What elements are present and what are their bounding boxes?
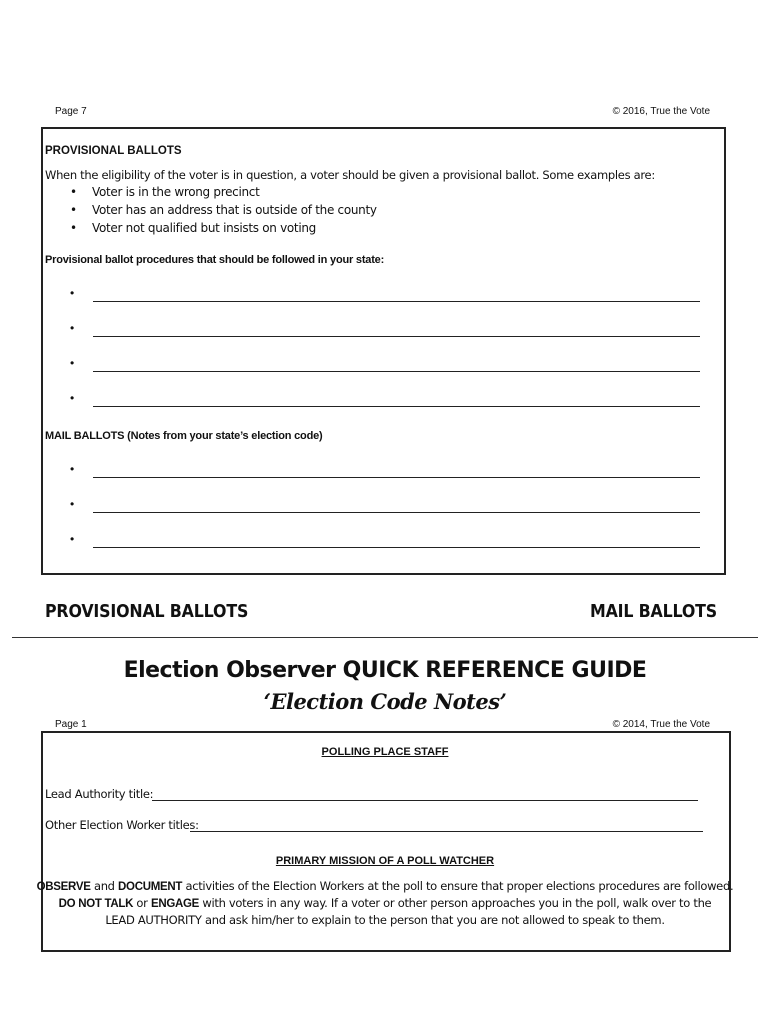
mail-ballots-heading: MAIL BALLOTS (Notes from your state’s election code) [45, 430, 323, 442]
fold-divider [12, 637, 758, 638]
mission-line-2: DO NOT TALK or ENGAGE with voters in any way. If a voter or other person approaches you in the poll, walk over to the [58, 896, 712, 910]
procedures-heading: Provisional ballot procedures that should be followed in your state: [45, 254, 385, 266]
example-item: • Voter is in the wrong precinct [70, 185, 260, 199]
procedure-fill-line[interactable]: • [70, 288, 700, 302]
mail-fill-line[interactable]: • [70, 534, 700, 548]
example-item: • Voter has an address that is outside of the county [70, 203, 377, 217]
primary-mission-heading: PRIMARY MISSION OF A POLL WATCHER [275, 855, 495, 867]
example-item: • Voter not qualified but insists on voting [70, 221, 316, 235]
lead-authority-field[interactable] [152, 786, 698, 801]
guide-title: Election Observer QUICK REFERENCE GUIDE [123, 658, 647, 683]
page7-page-label: Page 7 [55, 106, 87, 117]
tab-mail-ballots: MAIL BALLOTS [590, 601, 718, 622]
procedure-fill-line[interactable]: • [70, 323, 700, 337]
lead-authority-label: Lead Authority title: [45, 787, 154, 801]
other-worker-field[interactable] [190, 817, 703, 832]
mail-fill-line[interactable]: • [70, 499, 700, 513]
mission-line-3: LEAD AUTHORITY and ask him/her to explain to the person that you are not allowed to speak to them. [105, 913, 665, 927]
other-worker-label: Other Election Worker titles: [45, 818, 199, 832]
procedure-fill-line[interactable]: • [70, 358, 700, 372]
procedure-fill-line[interactable]: • [70, 393, 700, 407]
guide-subtitle: ‘Election Code Notes’ [263, 689, 507, 714]
page7-copyright: © 2016, True the Vote [612, 106, 710, 117]
mail-fill-line[interactable]: • [70, 464, 700, 478]
mission-line-1: OBSERVE and DOCUMENT activities of the Election Workers at the poll to ensure that proper elections procedures are followed. [36, 879, 734, 893]
page1-page-label: Page 1 [55, 719, 87, 730]
tab-provisional-ballots: PROVISIONAL BALLOTS [45, 601, 249, 622]
polling-place-staff-heading: POLLING PLACE STAFF [321, 746, 449, 758]
provisional-ballots-heading: PROVISIONAL BALLOTS [45, 145, 182, 157]
provisional-intro-text: When the eligibility of the voter is in question, a voter should be given a provisional ballot. Some examples are: [45, 168, 655, 182]
page1-copyright: © 2014, True the Vote [612, 719, 710, 730]
